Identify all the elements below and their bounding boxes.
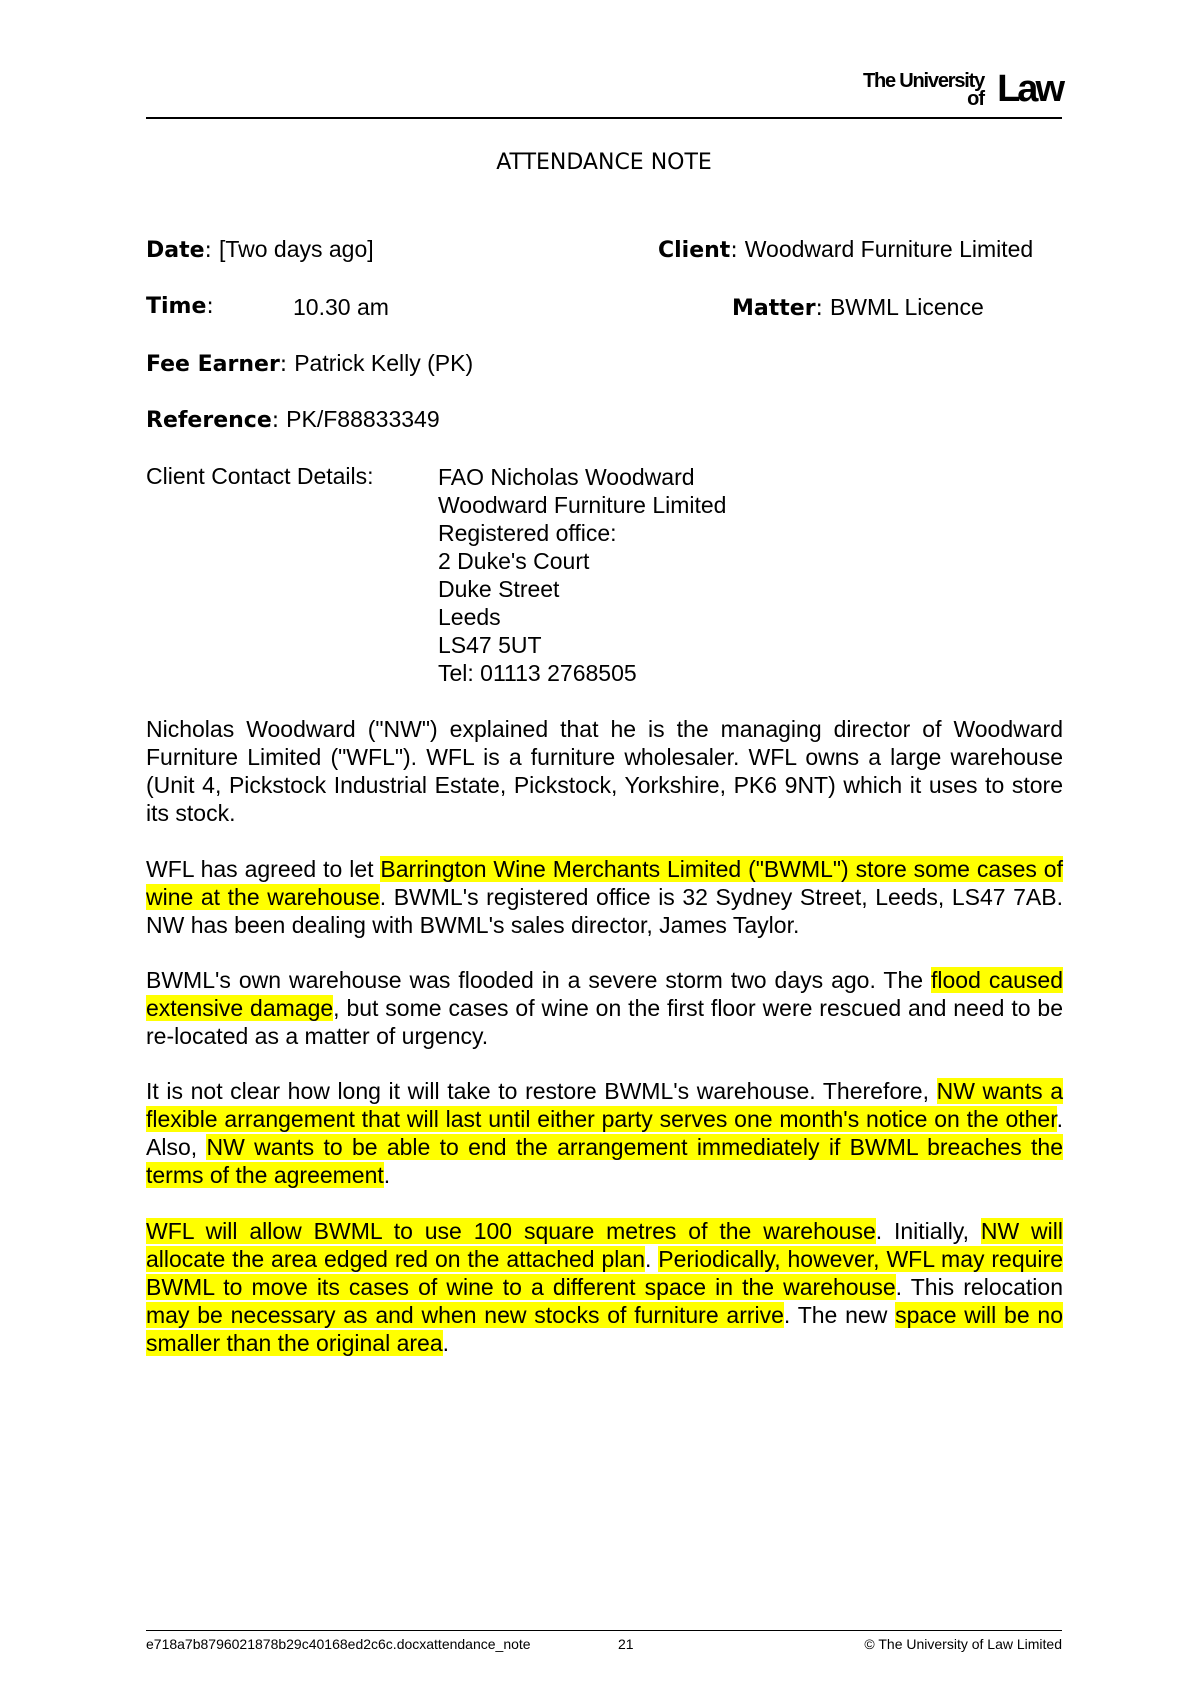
time-value: 10.30 am bbox=[293, 294, 389, 320]
time-field: Time: bbox=[146, 294, 214, 319]
text-span: . This relocation bbox=[895, 1274, 1063, 1300]
footer-page-number: 21 bbox=[618, 1636, 634, 1652]
highlighted-text: may be necessary as and when new stocks of furniture arrive bbox=[146, 1302, 784, 1328]
fee-earner-value: Patrick Kelly (PK) bbox=[294, 350, 474, 376]
date-value: [Two days ago] bbox=[218, 236, 374, 262]
highlighted-text: Periodically, however, WFL may require BWML to move its cases of wine to a different space in the warehouse bbox=[146, 1246, 1063, 1300]
reference-label: Reference bbox=[146, 408, 272, 433]
text-span: . bbox=[383, 1162, 391, 1188]
client-value: Woodward Furniture Limited bbox=[744, 236, 1034, 262]
highlighted-text: Barrington Wine Merchants Limited ("BWML") store some cases of wine at the warehouse bbox=[146, 856, 1063, 910]
logo-line-2: of bbox=[967, 88, 984, 110]
matter-field: Matter: BWML Licence bbox=[732, 294, 984, 321]
highlighted-text: NW wants to be able to end the arrangement immediately if BWML breaches the terms of the agreement bbox=[146, 1134, 1063, 1188]
reference-value: PK/F88833349 bbox=[286, 406, 440, 432]
header-rule bbox=[146, 117, 1062, 119]
highlighted-text: flood caused extensive damage bbox=[146, 967, 1063, 1021]
highlighted-text: NW will allocate the area edged red on the attached plan bbox=[146, 1218, 1063, 1272]
reference-field: Reference: PK/F88833349 bbox=[146, 406, 440, 433]
contact-address bbox=[438, 463, 726, 687]
text-span: WFL has agreed to let bbox=[146, 856, 381, 882]
address-line: Duke Street bbox=[438, 576, 560, 602]
logo-line-3: Law bbox=[997, 68, 1062, 110]
address-line: Woodward Furniture Limited bbox=[438, 492, 727, 518]
text-span: , but some cases of wine on the first floor were rescued and need to be re-located as a matter of urgency. bbox=[146, 995, 1063, 1049]
paragraph-4 bbox=[146, 1077, 1063, 1189]
document-title: ATTENDANCE NOTE bbox=[496, 150, 712, 175]
address-line: LS47 5UT bbox=[438, 632, 542, 658]
paragraph-5 bbox=[146, 1217, 1063, 1357]
text-span: BWML's own warehouse was flooded in a severe storm two days ago. The bbox=[146, 967, 931, 993]
text-span: . BWML's registered office is 32 Sydney Street, Leeds, LS47 7AB. NW has been dealing with BWML's sales director, James Taylor. bbox=[146, 884, 1063, 938]
time-label: Time bbox=[146, 294, 207, 319]
footer-rule bbox=[146, 1630, 1062, 1631]
highlighted-text: WFL will allow BWML to use 100 square metres of the warehouse bbox=[146, 1218, 876, 1244]
footer-filename: e718a7b8796021878b29c40168ed2c6c.docxattendance_note bbox=[146, 1636, 531, 1652]
fee-earner-label: Fee Earner bbox=[146, 352, 280, 377]
text-span: . bbox=[645, 1246, 659, 1272]
fee-earner-field: Fee Earner: Patrick Kelly (PK) bbox=[146, 350, 474, 377]
date-field: Date: [Two days ago] bbox=[146, 236, 374, 263]
university-of-law-logo bbox=[852, 66, 1062, 112]
text-span: . bbox=[442, 1330, 449, 1356]
text-span: . Also, bbox=[146, 1106, 1063, 1160]
paragraph-1: Nicholas Woodward ("NW") explained that he is the managing director of Woodward Furniture Limited ("WFL"). WFL is a furniture wholesaler. WFL owns a large warehouse (Unit 4, Pickstock Industrial Estate, Pickstock, Yorkshire, PK6 9NT) which it uses to store its stock. bbox=[146, 716, 1063, 826]
client-field: Client: Woodward Furniture Limited bbox=[658, 236, 1034, 263]
matter-label: Matter bbox=[732, 296, 816, 321]
address-line: Tel: 01113 2768505 bbox=[438, 660, 637, 686]
highlighted-text: space will be no smaller than the original area bbox=[146, 1302, 1063, 1356]
address-line: FAO Nicholas Woodward bbox=[438, 464, 695, 490]
time-value-wrap bbox=[293, 294, 389, 321]
logo-line-1: The University bbox=[862, 70, 984, 92]
text-span: . Initially, bbox=[875, 1218, 981, 1244]
paragraph-3 bbox=[146, 966, 1063, 1050]
matter-value: BWML Licence bbox=[829, 294, 984, 320]
highlighted-text: NW wants a flexible arrangement that will last until either party serves one month's notice on the other bbox=[146, 1078, 1063, 1132]
text-span: . The new bbox=[783, 1302, 896, 1328]
address-line: Leeds bbox=[438, 604, 501, 630]
client-label: Client bbox=[658, 238, 731, 263]
address-line: Registered office: bbox=[438, 520, 617, 546]
text-span: It is not clear how long it will take to restore BWML's warehouse. Therefore, bbox=[146, 1078, 937, 1104]
address-line: 2 Duke's Court bbox=[438, 548, 590, 574]
date-label: Date bbox=[146, 238, 205, 263]
footer-copyright: © The University of Law Limited bbox=[864, 1636, 1062, 1652]
paragraph-2 bbox=[146, 855, 1063, 939]
contact-details-label: Client Contact Details: bbox=[146, 463, 374, 489]
